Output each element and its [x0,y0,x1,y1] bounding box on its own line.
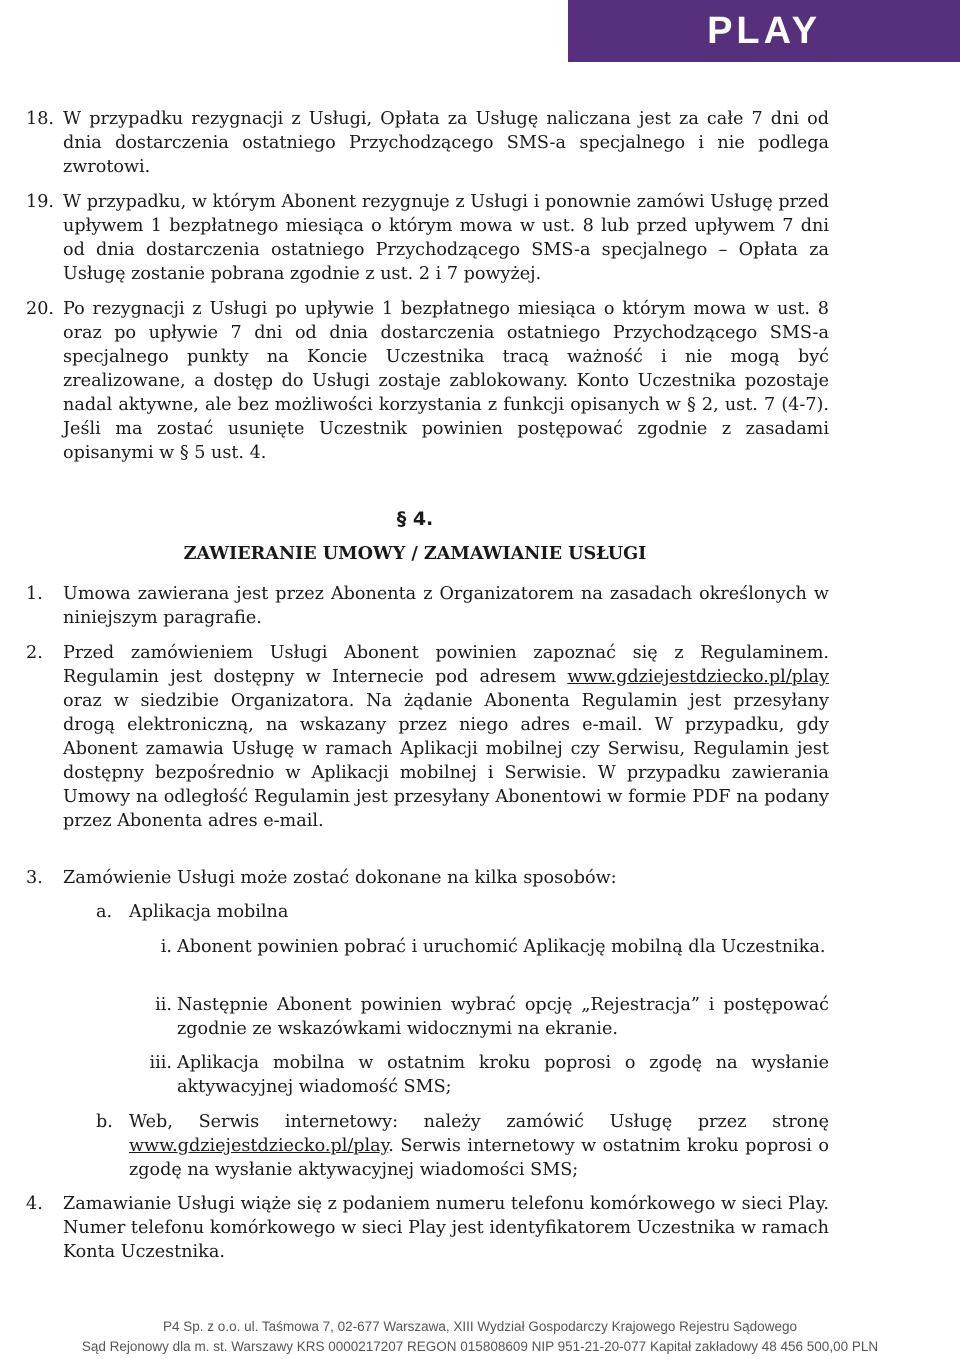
step-number: i. [160,937,172,957]
step-number: iii. [149,1053,172,1073]
text-after-link: . Serwis internetowy w ostatnim kroku poprosi o zgodę na wysłanie aktywacyjnej wiadomości SMS; [129,1136,829,1180]
point-20 [26,297,829,465]
s4-point-1 [26,582,829,630]
s4-point-4 [26,1192,829,1264]
play-logo [568,0,960,62]
serwis-link[interactable]: www.gdziejestdziecko.pl/play [129,1136,389,1156]
point-number: 4. [26,1194,43,1214]
point-number: 3. [26,868,43,888]
point-number: 18. [26,109,54,129]
point-19 [26,190,829,286]
point-text: Umowa zawierana jest przez Abonenta z Organizatorem na zasadach określonych w niniejszym paragrafie. [63,584,829,628]
text-before-link: Przed zamówieniem Usługi Abonent powinien zapoznać się z Regulaminem. Regulamin jest dostępny w Internecie pod adresem [63,643,829,687]
option-letter: a. [96,902,113,922]
option-text: Aplikacja mobilna [129,902,289,922]
section-title: ZAWIERANIE UMOWY / ZAMAWIANIE USŁUGI [183,543,647,564]
s4-point-2 [26,641,829,833]
option-letter: b. [96,1112,113,1132]
point-number: 2. [26,643,43,663]
text-before-link: Web, Serwis internetowy: należy zamówić Usługę przez stronę [129,1112,829,1132]
regulamin-link[interactable]: www.gdziejestdziecko.pl/play [567,667,829,687]
s4-point-3 [26,866,829,890]
point-text [63,641,829,833]
step-text: Aplikacja mobilna w ostatnim kroku poprosi o zgodę na wysłanie aktywacyjnej wiadomość SMS; [177,1053,829,1097]
point-text: Zamówienie Usługi może zostać dokonane na kilka sposobów: [63,868,617,888]
step-ii [134,993,829,1041]
point-18 [26,107,829,179]
option-b [96,1110,829,1182]
point-text: Zamawianie Usługi wiąże się z podaniem numeru telefonu komórkowego w sieci Play. Numer telefonu komórkowego w sieci Play jest identyfikatorem Uczestnika w ramach Konta Uczestnika. [63,1194,829,1262]
step-text: Następnie Abonent powinien wybrać opcję „Rejestracja” i postępować zgodnie ze wskazówkami widocznymi na ekranie. [177,995,829,1039]
step-iii [134,1051,829,1099]
point-number: 20. [26,299,54,319]
option-a [96,900,829,924]
point-text: W przypadku, w którym Abonent rezygnuje z Usługi i ponownie zamówi Usługę przed upływem 1 bezpłatnego miesiąca o którym mowa w ust. 8 lub przed upływem 7 dni od dnia dostarczenia ostatniego Przychodzącego SMS-a specjalnego – Opłata za Usługę zostanie pobrana zgodnie z ust. 2 i 7 powyżej. [63,192,829,284]
svg-text:PLAY: PLAY [707,11,821,51]
step-number: ii. [155,995,172,1015]
point-text: W przypadku rezygnacji z Usługi, Opłata za Usługę naliczana jest za całe 7 dni od dnia dostarczenia ostatniego Przychodzącego SMS-a specjalnego i nie podlega zwrotowi. [63,109,829,177]
play-logo-wordmark [664,11,864,51]
footer-line-1: P4 Sp. z o.o. ul. Taśmowa 7, 02-677 Warszawa, XIII Wydział Gospodarczy Krajowego Rejestru Sądowego [163,1319,797,1334]
step-i [134,935,829,959]
section-symbol: § 4. [396,508,434,530]
point-number: 19. [26,192,54,212]
option-text [129,1110,829,1182]
text-after-link: oraz w siedzibie Organizatora. Na żądanie Abonenta Regulamin jest przesyłany drogą elektroniczną, na wskazany przez niego adres e-mail. W przypadku, gdy Abonent zamawia Usługę w ramach Aplikacji mobilnej czy Serwisu, Regulamin jest dostępny bezpośrednio w Aplikacji mobilnej i Serwisie. W przypadku zawierania Umowy na odległość Regulamin jest przesyłany Abonentowi w formie PDF na podany przez Abonenta adres e-mail. [63,691,829,831]
point-number: 1. [26,584,43,604]
point-text: Po rezygnacji z Usługi po upływie 1 bezpłatnego miesiąca o którym mowa w ust. 8 oraz po upływie 7 dni od dnia dostarczenia ostatniego Przychodzącego SMS-a specjalnego punkty na Koncie Uczestnika tracą ważność i nie mogą być zrealizowane, a dostęp do Usługi zostaje zablokowany. Konto Uczestnika pozostaje nadal aktywne, ale bez możliwości korzystania z funkcji opisanych w § 2, ust. 7 (4-7). Jeśli ma zostać usunięte Uczestnik powinien postępować zgodnie z zasadami opisanymi w § 5 ust. 4. [63,299,829,463]
footer-line-2: Sąd Rejonowy dla m. st. Warszawy KRS 0000217207 REGON 015808609 NIP 951-21-20-077 Kapitał zakładowy 48 456 500,00 PLN [81,1339,879,1354]
step-text: Abonent powinien pobrać i uruchomić Aplikację mobilną dla Uczestnika. [177,937,826,957]
